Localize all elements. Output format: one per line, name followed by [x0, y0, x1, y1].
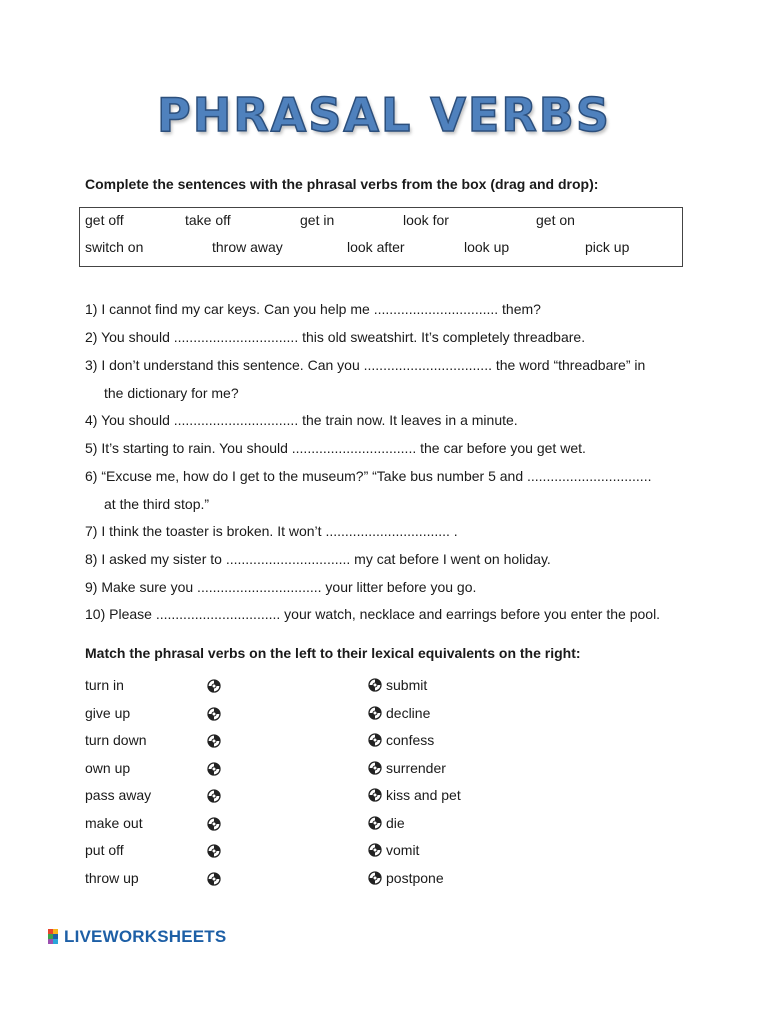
exercise2-instruction: Match the phrasal verbs on the left to their lexical equivalents on the right:: [85, 645, 581, 661]
match-left-item: make out: [85, 814, 143, 831]
match-connector-icon[interactable]: [368, 816, 382, 830]
match-right-label: vomit: [386, 842, 420, 858]
word-chip[interactable]: take off: [185, 212, 231, 228]
sentence-3-continued: the dictionary for me?: [104, 385, 239, 401]
match-right-item: [368, 842, 419, 858]
word-chip[interactable]: look up: [464, 239, 510, 255]
sentence-4: 4) You should ................................ the train now. It leaves in a minute.: [85, 412, 518, 428]
match-left-item: turn down: [85, 732, 147, 748]
match-right-label: kiss and pet: [386, 787, 461, 803]
word-chip[interactable]: get in: [300, 212, 335, 228]
sentence-5: 5) It’s starting to rain. You should ................................ the car before you get wet.: [85, 440, 586, 456]
liveworksheets-logo-icon: [48, 929, 62, 945]
page-title: PHRASAL VERBS: [157, 88, 611, 142]
match-connector-icon[interactable]: [207, 679, 221, 693]
match-connector-icon[interactable]: [368, 706, 382, 720]
match-connector-icon[interactable]: [207, 762, 221, 776]
match-right-item: [368, 677, 427, 693]
match-right-item: [368, 705, 430, 721]
sentence-2: 2) You should ................................ this old sweatshirt. It’s completely threadbare.: [85, 329, 586, 345]
liveworksheets-logo: [48, 926, 226, 948]
match-right-label: submit: [386, 677, 428, 693]
sentence-3: 3) I don’t understand this sentence. Can you ................................. the word “threadbare” in: [85, 357, 646, 373]
word-chip[interactable]: pick up: [585, 239, 630, 255]
match-left-item: own up: [85, 759, 131, 776]
match-left-item: put off: [85, 842, 124, 858]
match-right-item: [368, 760, 446, 776]
match-left-item: pass away: [85, 787, 152, 803]
word-box: [79, 207, 683, 267]
word-chip[interactable]: get off: [85, 212, 124, 228]
word-chip[interactable]: look for: [403, 212, 449, 228]
match-connector-icon[interactable]: [368, 843, 382, 857]
word-chip[interactable]: throw away: [212, 239, 283, 255]
match-right-label: decline: [386, 704, 431, 721]
match-connector-icon[interactable]: [207, 789, 221, 803]
sentence-6-continued: at the third stop.”: [104, 496, 210, 512]
match-right-item: [368, 815, 405, 831]
liveworksheets-logo-text: LIVEWORKSHEETS: [64, 927, 227, 946]
sentence-7: 7) I think the toaster is broken. It won’t ................................ .: [85, 523, 458, 539]
match-connector-icon[interactable]: [368, 761, 382, 775]
match-right-label: postpone: [386, 869, 444, 886]
match-left-item: give up: [85, 704, 131, 721]
word-chip[interactable]: get on: [536, 212, 575, 228]
sentence-6: 6) “Excuse me, how do I get to the museum?” “Take bus number 5 and ................................: [85, 468, 652, 484]
sentence-8: 8) I asked my sister to ................................ my cat before I went on holiday.: [85, 551, 551, 567]
match-left-item: throw up: [85, 869, 139, 886]
match-connector-icon[interactable]: [207, 734, 221, 748]
word-chip[interactable]: look after: [347, 239, 405, 255]
match-right-item: [368, 732, 434, 748]
sentence-10: 10) Please ................................ your watch, necklace and earrings before you enter the pool.: [85, 606, 661, 622]
match-right-label: surrender: [386, 759, 446, 776]
match-connector-icon[interactable]: [207, 707, 221, 721]
match-connector-icon[interactable]: [368, 788, 382, 802]
match-right-label: die: [386, 814, 405, 831]
sentence-1: 1) I cannot find my car keys. Can you help me ................................ them?: [85, 301, 541, 317]
match-right-item: [368, 870, 444, 886]
match-connector-icon[interactable]: [368, 871, 382, 885]
match-connector-icon[interactable]: [207, 844, 221, 858]
word-chip[interactable]: switch on: [85, 239, 144, 255]
match-connector-icon[interactable]: [207, 872, 221, 886]
match-right-item: [368, 787, 461, 803]
match-connector-icon[interactable]: [368, 678, 382, 692]
match-connector-icon[interactable]: [368, 733, 382, 747]
match-connector-icon[interactable]: [207, 817, 221, 831]
match-right-label: confess: [386, 732, 435, 748]
match-left-item: turn in: [85, 677, 124, 693]
sentence-9: 9) Make sure you ................................ your litter before you go.: [85, 579, 477, 595]
exercise1-instruction: Complete the sentences with the phrasal verbs from the box (drag and drop):: [85, 176, 599, 192]
